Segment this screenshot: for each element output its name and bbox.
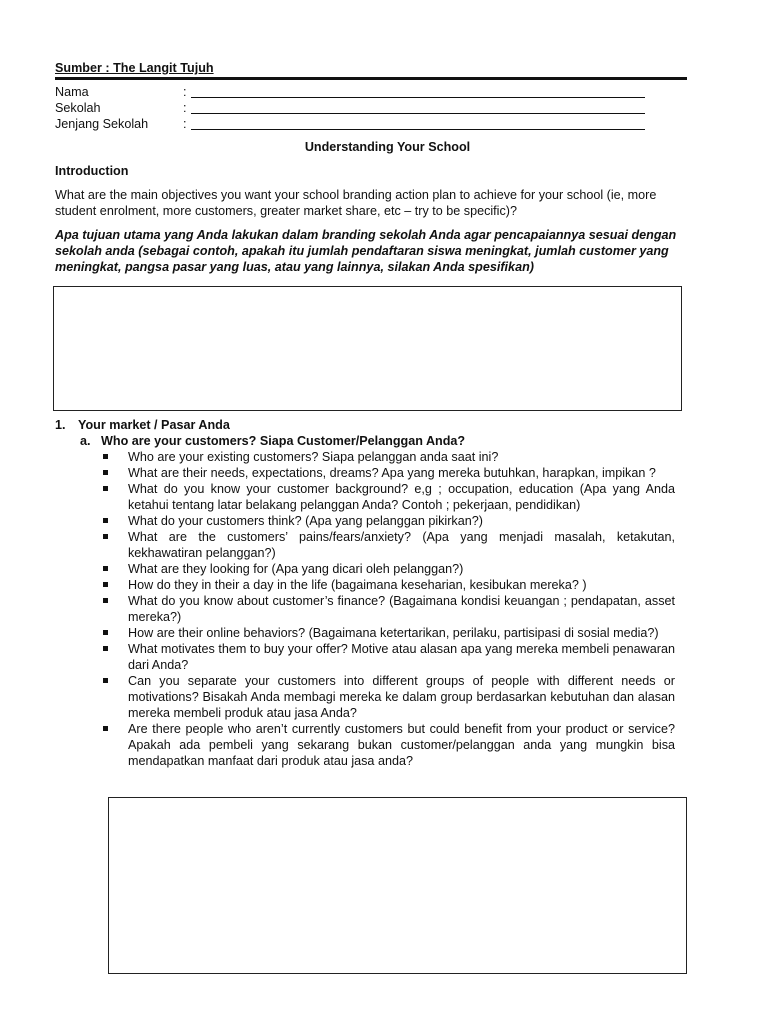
square-bullet-icon (103, 646, 108, 651)
square-bullet-icon (103, 518, 108, 523)
list-item (103, 529, 675, 561)
list-item (103, 721, 675, 769)
school-level-field-row (55, 116, 645, 132)
square-bullet-icon (103, 470, 108, 475)
subsection-a-label: Who are your customers? Siapa Customer/Pelanggan Anda? (101, 434, 466, 448)
list-item-text: What motivates them to buy your offer? Motive atau alasan apa yang mereka membeli penawaran dari Anda? (128, 642, 675, 672)
school-level-colon: : (183, 117, 187, 131)
list-item-text: How are their online behaviors? (Bagaimana ketertarikan, perilaku, partisipasi di sosial media?) (128, 626, 659, 640)
name-input-line[interactable] (191, 97, 645, 98)
section-1-label: Your market / Pasar Anda (78, 418, 230, 432)
subsection-a-letter: a. (80, 434, 91, 448)
list-item-text: What are they looking for (Apa yang dicari oleh pelanggan?) (128, 562, 464, 576)
list-item-text: What do you know your customer background? e,g ; occupation, education (Apa yang Anda ketahui tentang latar belakang pelanggan Anda? Contoh ; pekerjaan, pendidikan) (128, 482, 675, 512)
square-bullet-icon (103, 566, 108, 571)
name-colon: : (183, 85, 187, 99)
source-line: Sumber : The Langit Tujuh (55, 60, 687, 80)
intro-question-english: What are the main objectives you want your school branding action plan to achieve for your school (ie, more student enrolment, more customers, greater market share, etc – try to be specific)? (55, 188, 657, 218)
school-field-row (55, 100, 645, 116)
list-item-text: Who are your existing customers? Siapa pelanggan anda saat ini? (128, 450, 499, 464)
square-bullet-icon (103, 454, 108, 459)
list-item (103, 513, 675, 529)
square-bullet-icon (103, 534, 108, 539)
section-1-title (55, 417, 230, 433)
square-bullet-icon (103, 726, 108, 731)
section-1-number: 1. (55, 418, 66, 432)
list-item (103, 625, 675, 641)
list-item (103, 577, 675, 593)
list-item-text: Can you separate your customers into different groups of people with different needs or motivations? Bisakah Anda membagi mereka ke dalam group berdasarkan kebutuhan dan alasan mereka membeli produk atau jasa Anda? (128, 674, 675, 720)
school-input-line[interactable] (191, 113, 645, 114)
list-item (103, 593, 675, 625)
intro-question-indonesian: Apa tujuan utama yang Anda lakukan dalam branding sekolah Anda agar pencapaiannya sesuai dengan sekolah anda (sebagai contoh, apakah itu jumlah pendaftaran siswa meningkat, jumlah customer yang meningkat, pangsa pasar yang luas, atau yang lainnya, silakan Anda spesifikan) (55, 228, 677, 274)
square-bullet-icon (103, 598, 108, 603)
list-item-text: What are the customers’ pains/fears/anxiety? (Apa yang menjadi masalah, ketakutan, kekhawatiran pelanggan?) (128, 530, 675, 560)
school-label: Sekolah (55, 101, 101, 115)
list-item-text: How do they in their a day in the life (bagaimana keseharian, kesibukan mereka? ) (128, 578, 587, 592)
customers-answer-box[interactable] (108, 797, 687, 974)
school-colon: : (183, 101, 187, 115)
introduction-heading: Introduction (55, 164, 129, 178)
list-item-text: What do your customers think? (Apa yang pelanggan pikirkan?) (128, 514, 483, 528)
list-item-text: Are there people who aren’t currently customers but could benefit from your product or service? Apakah ada pembeli yang sekarang bukan customer/pelanggan anda yang mungkin bisa mendapatkan manfaat dari produk atau jasa anda? (128, 722, 675, 768)
list-item (103, 465, 675, 481)
list-item (103, 673, 675, 721)
list-item (103, 561, 675, 577)
list-item (103, 449, 675, 465)
school-level-input-line[interactable] (191, 129, 645, 130)
intro-answer-box[interactable] (53, 286, 682, 411)
list-item (103, 641, 675, 673)
square-bullet-icon (103, 582, 108, 587)
name-label: Nama (55, 85, 89, 99)
square-bullet-icon (103, 630, 108, 635)
customer-questions-list (103, 449, 675, 769)
subsection-a-title (80, 433, 465, 449)
document-title: Understanding Your School (304, 140, 471, 154)
list-item (103, 481, 675, 513)
name-field-row (55, 84, 645, 100)
square-bullet-icon (103, 678, 108, 683)
school-level-label: Jenjang Sekolah (55, 117, 149, 131)
list-item-text: What do you know about customer’s finance? (Bagaimana kondisi keuangan ; pendapatan, asset mereka?) (128, 594, 675, 624)
list-item-text: What are their needs, expectations, dreams? Apa yang mereka butuhkan, harapkan, impikan ? (128, 466, 656, 480)
square-bullet-icon (103, 486, 108, 491)
